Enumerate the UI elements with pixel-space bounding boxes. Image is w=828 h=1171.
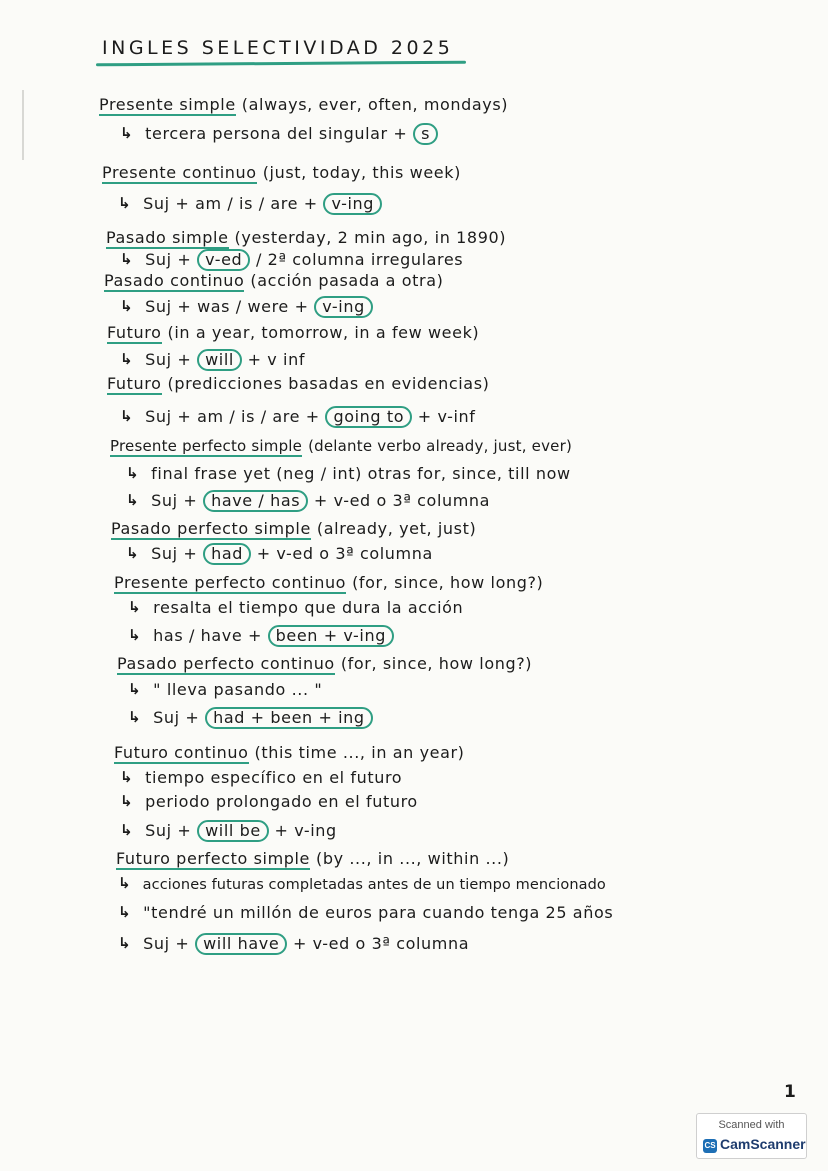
title-underline — [96, 61, 466, 67]
arrow-icon: ↳ — [126, 491, 140, 509]
rule-line — [120, 296, 373, 318]
rule-text: final frase yet (neg / int) otras for, since, till now — [151, 464, 571, 483]
rule-text-after: + v-ed o 3ª columna — [313, 491, 491, 510]
rule-text: Suj + — [151, 544, 198, 563]
circled-form: s — [413, 123, 438, 145]
rule-line — [120, 768, 402, 788]
rule-line — [118, 903, 613, 923]
heading-presente-perfecto-simple — [110, 436, 572, 456]
tense-name: Futuro — [107, 374, 162, 393]
rule-line — [118, 193, 382, 215]
tense-name: Pasado perfecto simple — [111, 519, 311, 538]
tense-markers: (predicciones basadas en evidencias) — [167, 374, 490, 393]
rule-line — [120, 406, 476, 428]
rule-text-after: + v-ed o 3ª columna — [292, 934, 470, 953]
heading-futuro-going-to — [107, 374, 489, 394]
tense-markers: (acción pasada a otra) — [250, 271, 444, 290]
rule-line — [126, 543, 433, 565]
arrow-icon: ↳ — [118, 874, 131, 892]
badge-caption: Scanned with — [718, 1119, 785, 1131]
arrow-icon: ↳ — [128, 680, 142, 698]
tense-markers: (just, today, this week) — [262, 163, 461, 182]
heading-futuro-perfecto-simple — [116, 849, 509, 869]
rule-text-after: + v-ing — [274, 821, 337, 840]
rule-text: Suj + am / is / are + — [143, 194, 318, 213]
circled-form: will have — [195, 933, 287, 955]
rule-text: Suj + — [153, 708, 200, 727]
rule-text: Suj + — [145, 250, 192, 269]
arrow-icon: ↳ — [120, 350, 134, 368]
circled-form: v-ing — [314, 296, 373, 318]
tense-name: Presente simple — [99, 95, 236, 114]
rule-text: resalta el tiempo que dura la acción — [153, 598, 464, 617]
heading-pasado-perfecto-continuo — [117, 654, 532, 674]
arrow-icon: ↳ — [126, 544, 140, 562]
tense-name: Futuro perfecto simple — [116, 849, 310, 868]
tense-name: Futuro — [107, 323, 162, 342]
circled-form: v-ed — [197, 249, 250, 271]
tense-markers: (for, since, how long?) — [340, 654, 533, 673]
camscanner-badge — [696, 1113, 807, 1159]
tense-markers: (already, yet, just) — [316, 519, 477, 538]
rule-text: Suj + was / were + — [145, 297, 309, 316]
rule-line — [128, 625, 394, 647]
arrow-icon: ↳ — [128, 626, 142, 644]
heading-presente-simple — [99, 95, 508, 115]
arrow-icon: ↳ — [120, 250, 134, 268]
circled-form: had — [203, 543, 251, 565]
tense-markers: (by ..., in ..., within ...) — [316, 849, 510, 868]
page-number: 1 — [784, 1082, 796, 1102]
rule-line — [120, 249, 463, 271]
arrow-icon: ↳ — [128, 708, 142, 726]
circled-form: will be — [197, 820, 269, 842]
heading-presente-continuo — [102, 163, 461, 183]
badge-brand-name: CamScanner — [720, 1136, 806, 1152]
arrow-icon: ↳ — [128, 598, 142, 616]
heading-presente-perfecto-continuo — [114, 573, 543, 593]
tense-markers: (yesterday, 2 min ago, in 1890) — [234, 228, 507, 247]
rule-text: Suj + — [151, 491, 198, 510]
circled-form: will — [197, 349, 242, 371]
rule-line — [120, 123, 438, 145]
arrow-icon: ↳ — [120, 407, 134, 425]
rule-text: " lleva pasando ... " — [153, 680, 323, 699]
rule-line — [126, 490, 490, 512]
tense-markers: (this time ..., in an year) — [254, 743, 465, 762]
arrow-icon: ↳ — [120, 768, 134, 786]
rule-line — [126, 464, 571, 484]
badge-brand — [703, 1136, 806, 1153]
arrow-icon: ↳ — [120, 821, 134, 839]
circled-form: v-ing — [323, 193, 382, 215]
tense-name: Presente continuo — [102, 163, 257, 182]
arrow-icon: ↳ — [126, 464, 140, 482]
rule-text-after: + v inf — [247, 350, 306, 369]
arrow-icon: ↳ — [120, 792, 134, 810]
rule-line — [128, 707, 373, 729]
paper-edge-mark — [22, 90, 24, 160]
tense-name: Presente perfecto continuo — [114, 573, 347, 592]
rule-line — [118, 874, 606, 895]
rule-line — [128, 680, 322, 700]
circled-form: going to — [325, 406, 412, 428]
rule-text: Suj + am / is / are + — [145, 407, 320, 426]
arrow-icon: ↳ — [120, 124, 134, 142]
rule-text: Suj + — [145, 821, 192, 840]
heading-pasado-simple — [106, 228, 506, 248]
rule-line — [120, 792, 418, 812]
tense-name: Futuro continuo — [114, 743, 249, 762]
heading-pasado-continuo — [104, 271, 443, 291]
heading-futuro-continuo — [114, 743, 465, 763]
rule-line — [120, 349, 305, 371]
circled-form: had + been + ing — [205, 707, 373, 729]
tense-name: Pasado continuo — [104, 271, 245, 290]
heading-futuro — [107, 323, 479, 343]
tense-markers: (in a year, tomorrow, in a few week) — [167, 323, 480, 342]
arrow-icon: ↳ — [120, 297, 134, 315]
circled-form: been + v-ing — [268, 625, 394, 647]
tense-markers: (for, since, how long?) — [352, 573, 544, 592]
tense-markers: (always, ever, often, mondays) — [241, 95, 509, 114]
camscanner-logo-icon: CS — [703, 1139, 717, 1153]
tense-name: Presente perfecto simple — [110, 437, 303, 455]
tense-markers: (delante verbo already, just, ever) — [308, 437, 572, 455]
arrow-icon: ↳ — [118, 194, 132, 212]
arrow-icon: ↳ — [118, 934, 132, 952]
rule-text: Suj + — [145, 350, 192, 369]
rule-text-after: + v-inf — [417, 407, 476, 426]
rule-text-after: + v-ed o 3ª columna — [256, 544, 433, 563]
rule-text-after: / 2ª columna irregulares — [256, 250, 464, 269]
rule-text: has / have + — [153, 626, 262, 645]
rule-text: tiempo específico en el futuro — [145, 768, 403, 787]
circled-form: have / has — [203, 490, 308, 512]
rule-text: acciones futuras completadas antes de un tiempo mencionado — [142, 877, 606, 893]
rule-text: Suj + — [143, 934, 190, 953]
arrow-icon: ↳ — [118, 903, 132, 921]
rule-text: periodo prolongado en el futuro — [145, 792, 418, 811]
rule-text: "tendré un millón de euros para cuando tenga 25 años — [143, 903, 614, 922]
tense-name: Pasado perfecto continuo — [117, 654, 335, 673]
rule-line — [118, 933, 469, 955]
heading-pasado-perfecto-simple — [111, 519, 476, 539]
page-title: INGLES SELECTIVIDAD 2025 — [102, 37, 454, 59]
rule-line — [120, 820, 337, 842]
rule-text: tercera persona del singular + — [145, 124, 408, 143]
rule-line — [128, 598, 463, 618]
tense-name: Pasado simple — [106, 228, 229, 247]
